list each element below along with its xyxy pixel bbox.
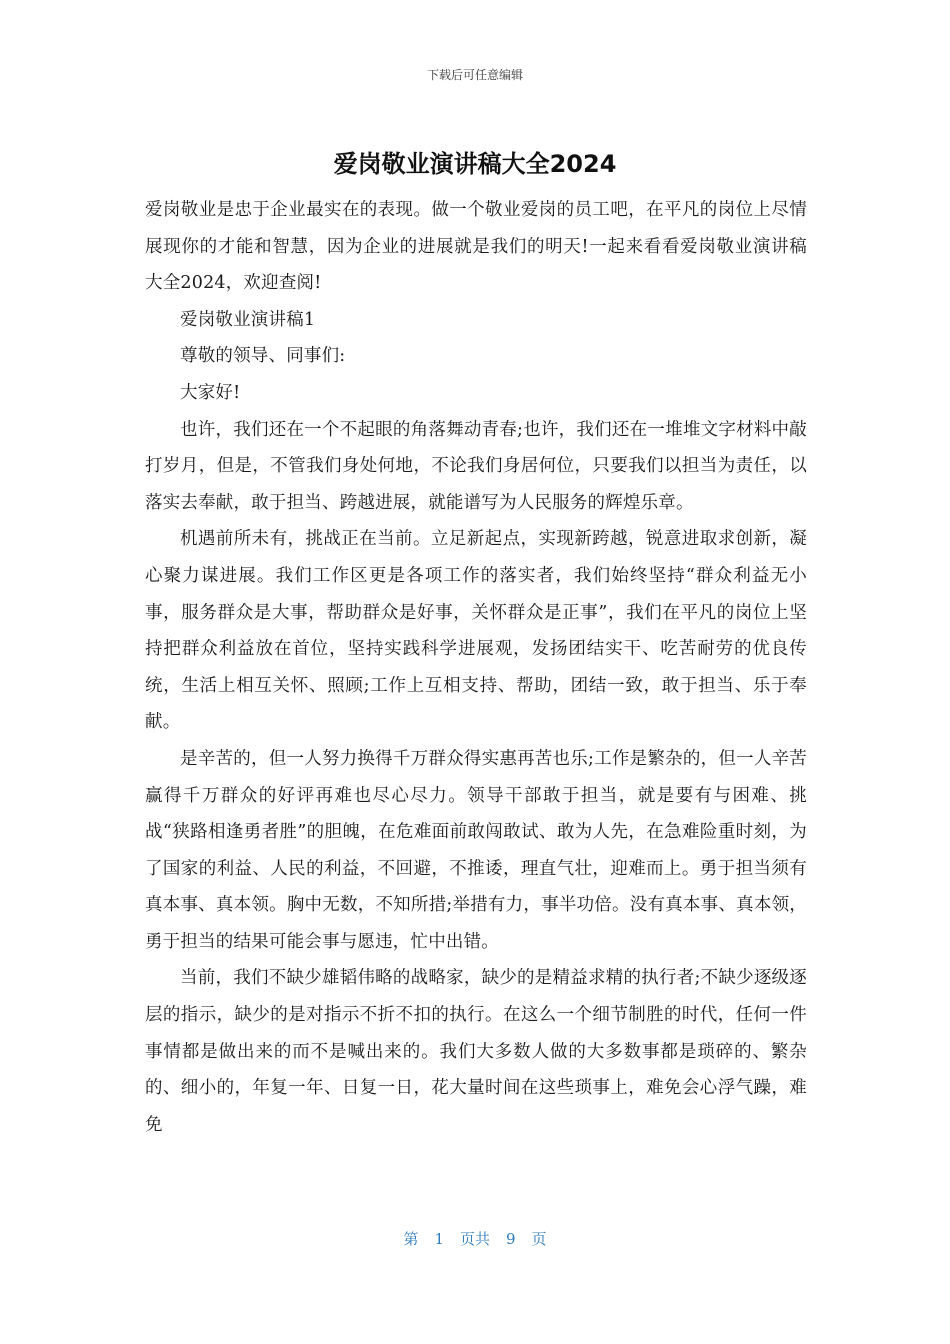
body-paragraph: 当前，我们不缺少雄韬伟略的战略家，缺少的是精益求精的执行者;不缺少逐级逐层的指示，缺少的是对指示不折不扣的执行。在这么一个细节制胜的时代，任何一件事情都是做出来的而不是喊出来的。我们大多数人做的大多数事都是琐碎的、繁杂的、细小的，年复一年、日复一日，花大量时间在这些琐事上，难免会心浮气躁，难免 <box>145 968 807 1135</box>
page-footer <box>0 1228 950 1250</box>
greeting: 大家好! <box>180 382 241 403</box>
footer-prefix: 第 <box>403 1230 419 1248</box>
document-body <box>145 192 807 1143</box>
body-paragraph: 也许，我们还在一个不起眼的角落舞动青春;也许，我们还在一堆堆文字材料中敲打岁月，但是，不管我们身处何地，不论我们身居何位，只要我们以担当为责任，以落实去奉献，敢于担当、跨越进展，就能谱写为人民服务的辉煌乐章。 <box>145 419 807 513</box>
body-paragraph: 是辛苦的，但一人努力换得千万群众得实惠再苦也乐;工作是繁杂的，但一人辛苦赢得千万群众的好评再难也尽心尽力。领导干部敢于担当，就是要有与困难、挑战“狭路相逢勇者胜”的胆魄，在危难面前敢闯敢试、敢为人先，在急难险重时刻，为了国家的利益、人民的利益，不回避，不推诿，理直气壮，迎难而上。勇于担当须有真本事、真本领。胸中无数，不知所措;举措有力，事半功倍。没有真本事、真本领，勇于担当的结果可能会事与愿违，忙中出错。 <box>145 748 807 952</box>
footer-middle: 页共 <box>459 1230 490 1248</box>
document-title: 爱岗敬业演讲稿大全2024 <box>333 150 617 178</box>
page-header: 下载后可任意编辑 <box>426 68 523 82</box>
salutation: 尊敬的领导、同事们: <box>180 346 346 367</box>
footer-current-page: 1 <box>434 1230 444 1248</box>
footer-suffix: 页 <box>531 1230 547 1248</box>
body-paragraph: 机遇前所未有，挑战正在当前。立足新起点，实现新跨越，锐意进取求创新，凝心聚力谋进展。我们工作区更是各项工作的落实者，我们始终坚持“群众利益无小事，服务群众是大事，帮助群众是好事，关怀群众是正事”，我们在平凡的岗位上坚持把群众利益放在首位，坚持实践科学进展观，发扬团结实干、吃苦耐劳的优良传统，生活上相互关怀、照顾;工作上互相支持、帮助，团结一致，敢于担当、乐于奉献。 <box>145 529 807 733</box>
intro-paragraph: 爱岗敬业是忠于企业最实在的表现。做一个敬业爱岗的员工吧，在平凡的岗位上尽情展现你的才能和智慧，因为企业的进展就是我们的明天!一起来看看爱岗敬业演讲稿大全2024，欢迎查阅! <box>145 200 807 294</box>
footer-total-pages: 9 <box>506 1230 516 1248</box>
section-title: 爱岗敬业演讲稿1 <box>180 309 316 330</box>
